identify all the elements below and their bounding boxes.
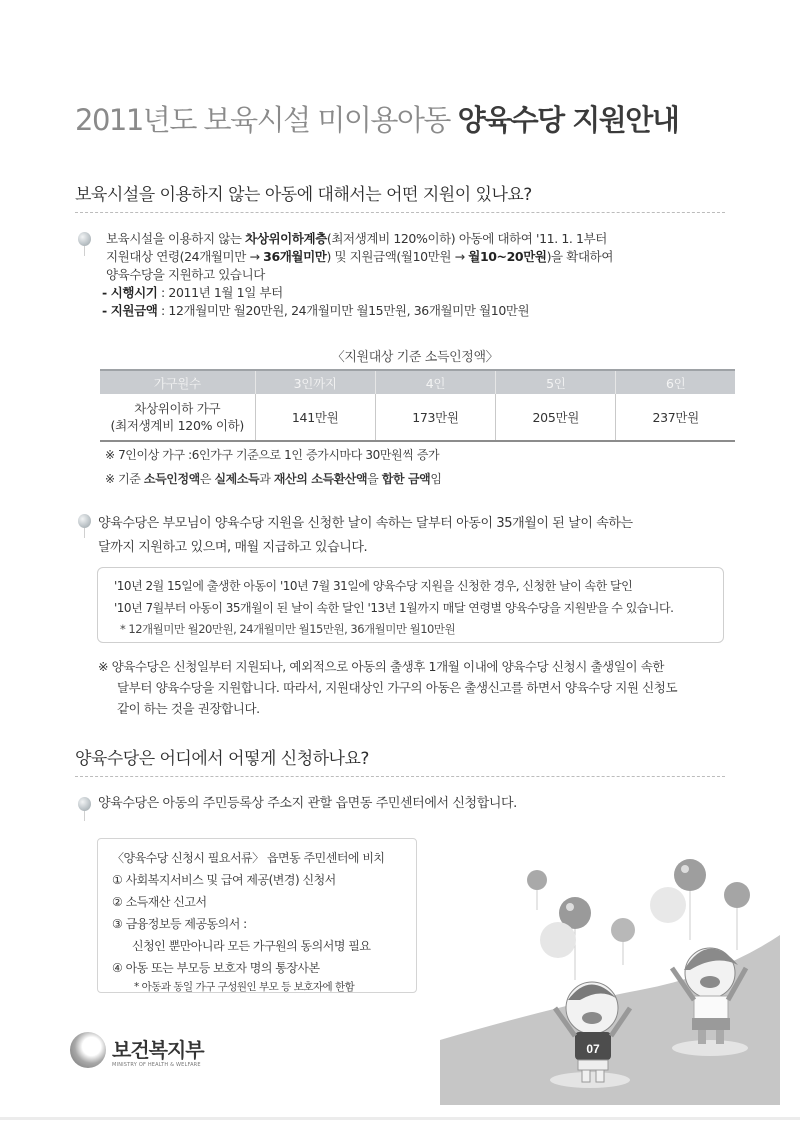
note-highlight: 실제소득 <box>214 472 260 486</box>
balloon-bullet-icon <box>78 232 92 248</box>
table-cell: 141만원 <box>255 394 375 441</box>
documents-title: 〈양육수당 신청시 필요서류〉 읍면동 주민센터에 비치 <box>112 851 385 865</box>
document-item: ② 소득재산 신고서 <box>112 895 207 909</box>
exception-note <box>98 656 677 719</box>
note-highlight: 소득인정액 <box>143 472 200 486</box>
ministry-emblem-icon <box>70 1032 106 1068</box>
section2-divider <box>75 776 725 777</box>
ministry-logo <box>70 1030 270 1075</box>
title-dark-part: 양육수당 지원안내 <box>457 103 679 137</box>
children-balloons-illustration <box>440 830 780 1105</box>
table-cell: 237만원 <box>616 394 735 441</box>
note-income-definition <box>105 470 442 487</box>
ministry-name-en: MINISTRY OF HEALTH & WELFARE <box>112 1062 201 1068</box>
section1-divider <box>75 212 725 213</box>
ministry-name-kr: 보건복지부 <box>112 1038 204 1062</box>
note-text: ※ 기준 <box>105 472 144 486</box>
note-highlight: 재산의 소득환산액 <box>273 472 368 486</box>
row-label-line: 차상위이하 가구 <box>134 401 221 416</box>
required-documents-box <box>97 838 417 993</box>
section1-heading: 보육시설을 이용하지 않는 아동에 대해서는 어떤 지원이 있나요? <box>75 185 532 205</box>
footer-divider <box>0 1117 800 1120</box>
example-box <box>97 567 724 643</box>
note-large-household: ※ 7인이상 가구 :6인가구 기준으로 1인 증가시마다 30만원씩 증가 <box>105 448 440 462</box>
section2-heading: 양육수당은 어디에서 어떻게 신청하나요? <box>75 749 369 769</box>
table-cell: 173만원 <box>375 394 495 441</box>
note-text: 과 <box>259 472 274 486</box>
example-amounts: * 12개월미만 월20만원, 24개월미만 월15만원, 36개월미만 월10만원 <box>120 622 456 636</box>
period-text: 양육수당은 부모님이 양육수당 지원을 신청한 날이 속하는 달부터 아동이 35개월이 된 날이 속하는 <box>98 516 633 531</box>
illustration-svg <box>440 830 780 1105</box>
income-threshold-table <box>100 369 735 442</box>
document-item: ① 사회복지서비스 및 급여 제공(변경) 신청서 <box>112 873 336 887</box>
start-date-value: : 2011년 1월 1일 부터 <box>157 285 283 300</box>
table-header: 3인까지 <box>255 370 375 394</box>
table-header: 6인 <box>616 370 735 394</box>
intro-paragraph <box>102 230 613 320</box>
balloon-bullet-icon <box>78 514 92 530</box>
exception-text: 같이 하는 것을 권장합니다. <box>117 701 260 716</box>
amount-label: - 지원금액 <box>102 303 158 318</box>
start-date-label: - 시행시기 <box>102 285 158 300</box>
exception-text: 달부터 양육수당을 지원합니다. 따라서, 지원대상인 가구의 아동은 출생신고를 하면서 양육수당 지원 신청도 <box>117 680 678 695</box>
table-header: 4인 <box>375 370 495 394</box>
title-light-part: 2011년도 보육시설 미이용아동 <box>75 103 458 137</box>
note-text: 은 <box>199 472 215 486</box>
note-text: 을 <box>367 472 382 486</box>
table-header-row <box>100 370 735 394</box>
svg-text:07: 07 <box>586 1042 600 1056</box>
amount-value: : 12개월미만 월20만원, 24개월미만 월15만원, 36개월미만 월10만원 <box>157 303 530 318</box>
document-item: ④ 아동 또는 부모등 보호자 명의 통장사본 <box>112 961 320 975</box>
document-item: ③ 금융정보등 제공동의서 : <box>112 917 247 931</box>
table-row <box>100 394 735 441</box>
exception-text: ※ 양육수당은 신청일부터 지원되나, 예외적으로 아동의 출생후 1개월 이내에 양육수당 신청시 출생일이 속한 <box>98 659 665 674</box>
page-title <box>75 98 678 139</box>
document-item-note: * 아동과 동일 가구 구성원인 부모 등 보호자에 한함 <box>134 981 355 993</box>
where-to-apply: 양육수당은 아동의 주민등록상 주소지 관할 읍면동 주민센터에서 신청합니다. <box>98 796 517 811</box>
intro-text: 보육시설을 이용하지 않는 <box>106 231 246 246</box>
intro-highlight: 월10~20만원 <box>468 249 547 264</box>
intro-text: 양육수당을 지원하고 있습니다 <box>106 267 265 282</box>
intro-highlight: 차상위이하계층 <box>245 231 327 246</box>
example-text: '10년 2월 15일에 출생한 아동이 '10년 7월 31일에 양육수당 지원을 신청한 경우, 신청한 날이 속한 달인 <box>114 579 633 593</box>
period-paragraph <box>98 512 633 560</box>
table-header: 가구원수 <box>100 370 255 394</box>
table-header: 5인 <box>496 370 616 394</box>
example-text: '10년 7월부터 아동이 35개월이 된 날이 속한 달인 '13년 1월까지 매달 연령별 양육수당을 지원받을 수 있습니다. <box>114 601 674 615</box>
document-item-detail: 신청인 뿐만아니라 모든 가구원의 동의서명 필요 <box>132 939 371 953</box>
table-cell: 205만원 <box>496 394 616 441</box>
period-text: 달까지 지원하고 있으며, 매월 지급하고 있습니다. <box>98 540 368 555</box>
intro-text: (최저생계비 120%이하) 아동에 대하여 '11. 1. 1부터 <box>326 231 607 246</box>
balloon-bullet-icon <box>78 797 92 813</box>
row-label <box>100 394 255 441</box>
note-highlight: 합한 금액 <box>381 472 431 486</box>
row-label-line: (최저생계비 120% 이하) <box>110 418 244 433</box>
note-text: 임 <box>430 472 442 486</box>
intro-text: )을 확대하여 <box>546 249 613 264</box>
intro-text: 지원대상 연령(24개월미만 → <box>106 249 264 264</box>
intro-highlight: 36개월미만 <box>263 249 327 264</box>
intro-text: ) 및 지원금액(월10만원 → <box>326 249 469 264</box>
table-caption: 〈지원대상 기준 소득인정액〉 <box>331 350 499 365</box>
